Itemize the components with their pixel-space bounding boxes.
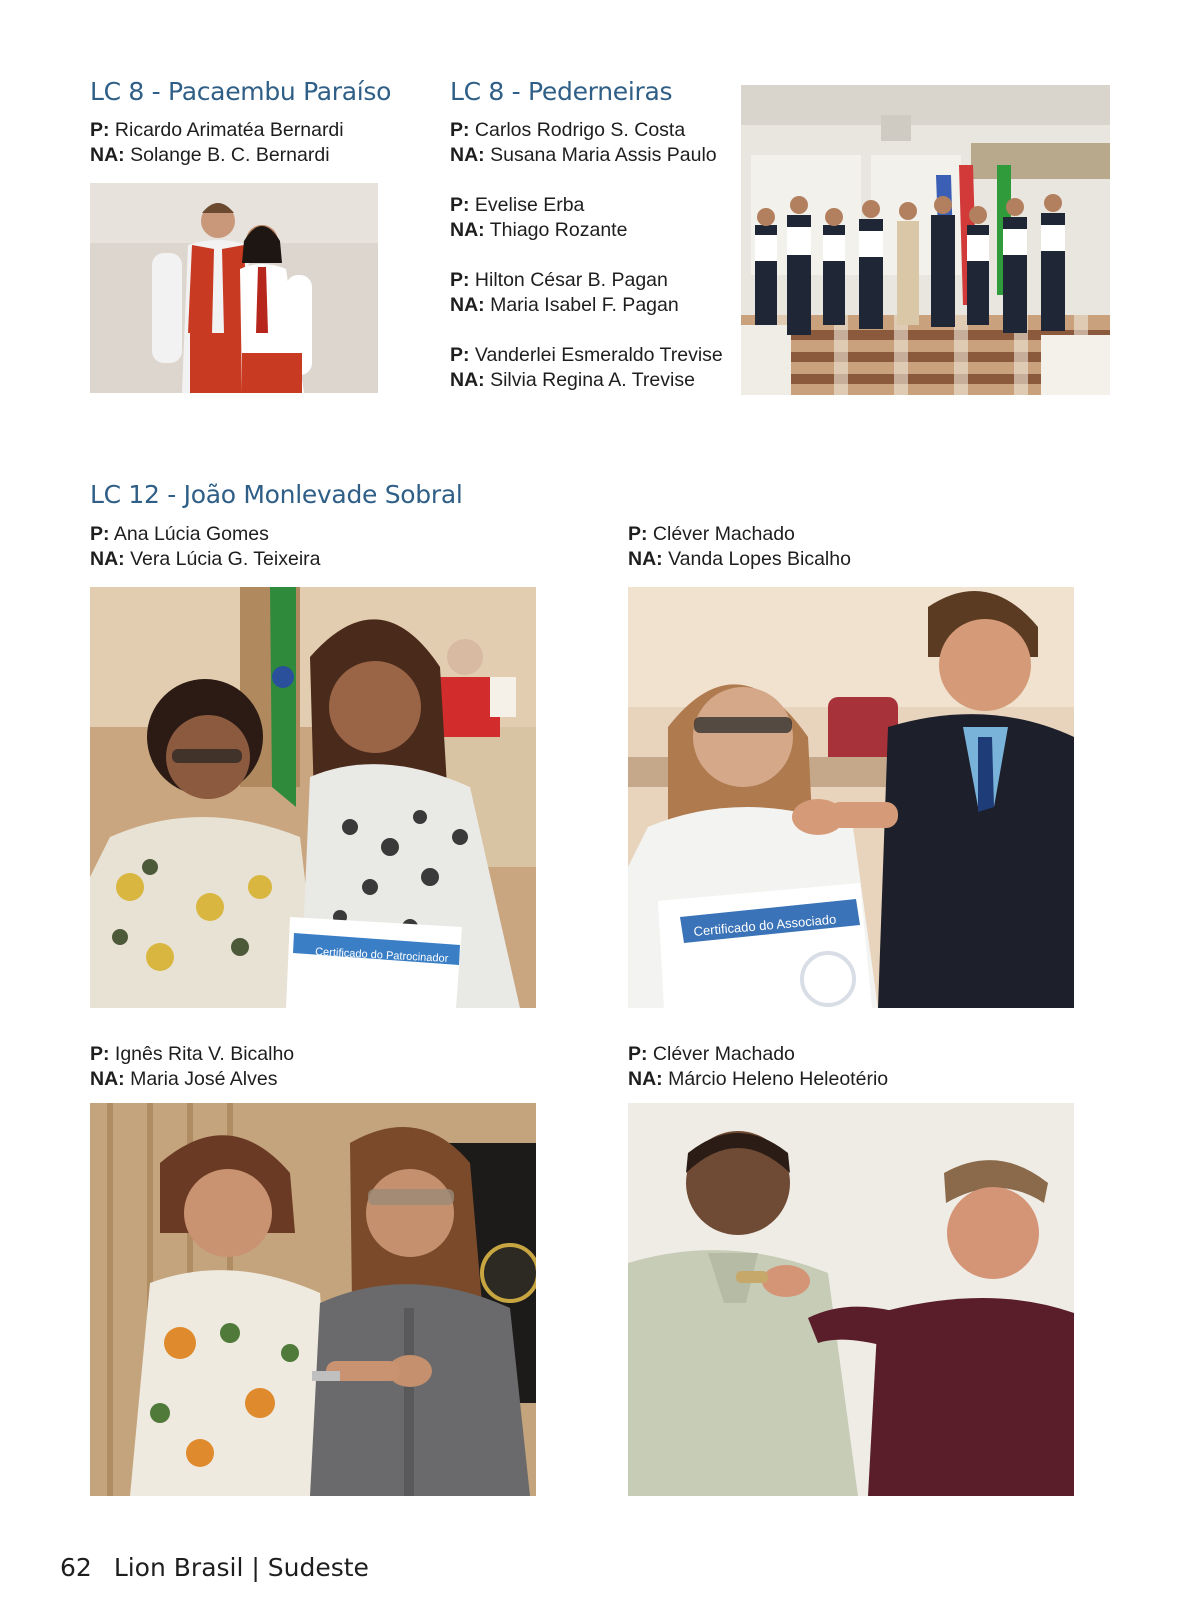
- sponsor-name: Ana Lúcia Gomes: [113, 523, 269, 545]
- photo-pederneiras-group: [741, 85, 1110, 395]
- sponsor-name: Ignês Rita V. Bicalho: [114, 1043, 295, 1065]
- sponsor-line: [628, 522, 851, 547]
- p-label: P:: [450, 344, 470, 366]
- sponsor-line: [450, 343, 723, 368]
- p-label: P:: [628, 523, 648, 545]
- new-member-name: Maria Isabel F. Pagan: [490, 294, 679, 316]
- sponsor-name: Evelise Erba: [474, 194, 585, 216]
- new-member-line: [450, 293, 679, 318]
- certificate-right-text: Certificado do Associado: [692, 911, 837, 939]
- sponsor-line: [628, 1042, 888, 1067]
- sponsor-line: [450, 268, 679, 293]
- p-label: P:: [450, 269, 470, 291]
- new-member-name: Vanda Lopes Bicalho: [668, 548, 851, 570]
- na-label: NA:: [90, 144, 125, 166]
- na-label: NA:: [450, 144, 485, 166]
- new-member-line: [90, 1067, 294, 1092]
- sponsor-line: [90, 118, 344, 143]
- sponsor-pair-pederneiras-2: [450, 193, 627, 243]
- sponsor-pair-pederneiras-1: [450, 118, 717, 168]
- sponsor-pair-monlevade-2: [628, 522, 851, 572]
- photo-pacaembu-couple: [90, 183, 378, 393]
- new-member-line: [90, 547, 321, 572]
- na-label: NA:: [628, 548, 663, 570]
- sponsor-line: [450, 118, 717, 143]
- sponsor-pair-pacaembu-1: [90, 118, 344, 168]
- p-label: P:: [90, 119, 110, 141]
- sponsor-pair-monlevade-3: [90, 1042, 294, 1092]
- sponsor-name: Ricardo Arimatéa Bernardi: [114, 119, 344, 141]
- na-label: NA:: [628, 1068, 663, 1090]
- publication-name: Lion Brasil | Sudeste: [113, 1553, 369, 1582]
- new-member-name: Silvia Regina A. Trevise: [490, 369, 695, 391]
- na-label: NA:: [450, 219, 485, 241]
- sponsor-name: Carlos Rodrigo S. Costa: [474, 119, 686, 141]
- sponsor-name: Hilton César B. Pagan: [474, 269, 668, 291]
- na-label: NA:: [450, 294, 485, 316]
- new-member-line: [628, 547, 851, 572]
- club-title-monlevade: LC 12 - João Monlevade Sobral: [90, 480, 463, 509]
- new-member-line: [450, 368, 723, 393]
- p-label: P:: [450, 194, 470, 216]
- sponsor-pair-pederneiras-4: [450, 343, 723, 393]
- photo-monlevade-sponsor-1: [90, 587, 536, 1008]
- photo-monlevade-sponsor-2: [628, 587, 1074, 1008]
- new-member-line: [90, 143, 344, 168]
- new-member-line: [628, 1067, 888, 1092]
- sponsor-name: Cléver Machado: [652, 1043, 795, 1065]
- new-member-name: Solange B. C. Bernardi: [130, 144, 330, 166]
- sponsor-pair-monlevade-4: [628, 1042, 888, 1092]
- p-label: P:: [628, 1043, 648, 1065]
- sponsor-line: [90, 1042, 294, 1067]
- new-member-name: Susana Maria Assis Paulo: [490, 144, 717, 166]
- na-label: NA:: [90, 1068, 125, 1090]
- na-label: NA:: [450, 369, 485, 391]
- club-title-pacaembu: LC 8 - Pacaembu Paraíso: [90, 77, 392, 106]
- sponsor-line: [90, 522, 321, 547]
- club-title-pederneiras: LC 8 - Pederneiras: [450, 77, 673, 106]
- p-label: P:: [450, 119, 470, 141]
- p-label: P:: [90, 1043, 110, 1065]
- sponsor-pair-pederneiras-3: [450, 268, 679, 318]
- sponsor-line: [450, 193, 627, 218]
- new-member-line: [450, 143, 717, 168]
- na-label: NA:: [90, 548, 125, 570]
- page-number: 62: [60, 1553, 92, 1582]
- page-footer: [60, 1553, 369, 1582]
- sponsor-name: Vanderlei Esmeraldo Trevise: [474, 344, 723, 366]
- p-label: P:: [90, 523, 110, 545]
- new-member-name: Márcio Heleno Heleotério: [668, 1068, 889, 1090]
- photo-monlevade-sponsor-3: [90, 1103, 536, 1496]
- new-member-name: Vera Lúcia G. Teixeira: [130, 548, 321, 570]
- certificate-left-text: Certificado do Patrocinador: [314, 946, 449, 965]
- new-member-line: [450, 218, 627, 243]
- sponsor-name: Cléver Machado: [652, 523, 795, 545]
- photo-monlevade-sponsor-4: [628, 1103, 1074, 1496]
- sponsor-pair-monlevade-1: [90, 522, 321, 572]
- new-member-name: Thiago Rozante: [489, 219, 628, 241]
- new-member-name: Maria José Alves: [130, 1068, 278, 1090]
